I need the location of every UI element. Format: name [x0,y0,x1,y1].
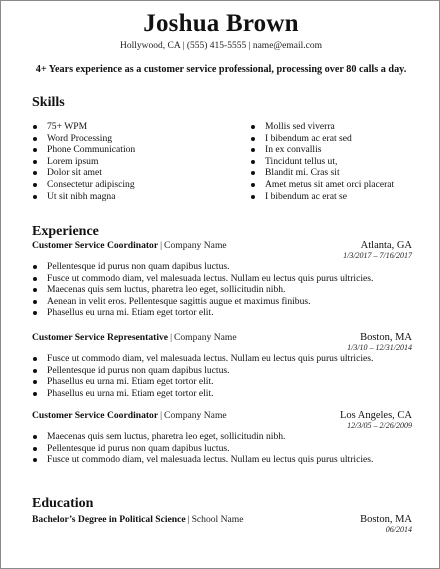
job-dates: 1/3/10 – 12/31/2014 [347,343,412,352]
skill-item: I bibendum ac erat sed [250,133,394,145]
experience-heading: Experience [32,224,99,239]
separator: | [160,240,163,251]
education-entry [32,514,412,535]
education-location: Boston, MA [360,514,412,525]
degree: Bachelor’s Degree in Political Science [32,514,186,525]
skills-list-right [250,121,394,202]
job-bullet: Pellentesque id purus non quam dapibus luctus. [32,443,412,455]
contact-line: Hollywood, CA | (555) 415-5555 | name@email.com [120,41,322,51]
skill-item: Ut sit nibh magna [32,191,135,203]
skill-item: Mollis sed viverra [250,121,394,133]
job-bullets [32,431,412,466]
job-title: Customer Service Coordinator [32,410,159,421]
job-bullet: Maecenas quis sem luctus, pharetra leo eget, sollicitudin nibh. [32,284,412,296]
skills-heading: Skills [32,95,65,110]
skill-item: Lorem ipsum [32,156,135,168]
skill-item: In ex convallis [250,144,394,156]
job-bullets [32,261,412,319]
job-bullet: Pellentesque id purus non quam dapibus luctus. [32,261,412,273]
skill-item: Blandit mi. Cras sit [250,167,394,179]
candidate-name: Joshua Brown [143,10,299,37]
company-name: Company Name [164,410,227,421]
company-name: Company Name [164,240,227,251]
job-bullet: Fusce ut commodo diam, vel malesuada lectus. Nullam eu lectus quis purus ultricies. [32,353,412,365]
job-location: Atlanta, GA [360,240,412,251]
job-bullet: Fusce ut commodo diam, vel malesuada lectus. Nullam eu lectus quis purus ultricies. [32,273,412,285]
job-bullet: Maecenas quis sem luctus, pharetra leo eget, sollicitudin nibh. [32,431,412,443]
job-header [32,332,412,343]
job-bullet: Pellentesque id purus non quam dapibus luctus. [32,365,412,377]
skill-item: I bibendum ac erat se [250,191,394,203]
separator: | [187,514,190,525]
education-date: 06/2014 [385,525,412,534]
skill-item: Tincidunt tellus ut, [250,156,394,168]
skill-item: Consectetur adipiscing [32,179,135,191]
skill-item: Phone Communication [32,144,135,156]
summary-statement: 4+ Years experience as a customer service professional, processing over 80 calls a day. [35,64,407,75]
job-header [32,240,412,251]
skill-item: Word Processing [32,133,135,145]
job-entry [32,410,412,466]
job-title: Customer Service Representative [32,332,169,343]
company-name: Company Name [173,332,237,343]
skill-item: Amet metus sit amet orci placerat [250,179,394,191]
separator: | [160,410,163,421]
job-bullet: Fusce ut commodo diam, vel malesuada lectus. Nullam eu lectus quis purus ultricies. [32,454,412,466]
job-bullet: Phasellus eu urna mi. Etiam eget tortor elit. [32,376,412,388]
job-bullet: Phasellus eu urna mi. Etiam eget tortor elit. [32,307,412,319]
job-header [32,410,412,421]
skill-item: 75+ WPM [32,121,135,133]
job-location: Boston, MA [360,332,412,343]
education-heading: Education [32,496,94,511]
job-bullets [32,353,412,399]
school-name: School Name [191,514,244,525]
job-dates: 12/3/05 – 2/26/2009 [347,421,412,430]
job-bullet: Phasellus eu urna mi. Etiam eget tortor elit. [32,388,412,400]
job-dates: 1/3/2017 – 7/16/2017 [343,251,412,260]
job-bullet: Aenean in velit eros. Pellentesque sagittis augue et maximus finibus. [32,296,412,308]
job-entry [32,332,412,399]
education-header [32,514,412,525]
job-entry [32,240,412,319]
job-location: Los Angeles, CA [339,410,412,421]
separator: | [170,332,172,343]
job-title: Customer Service Coordinator [32,240,159,251]
skills-list-left [32,121,135,202]
skill-item: Dolor sit amet [32,167,135,179]
